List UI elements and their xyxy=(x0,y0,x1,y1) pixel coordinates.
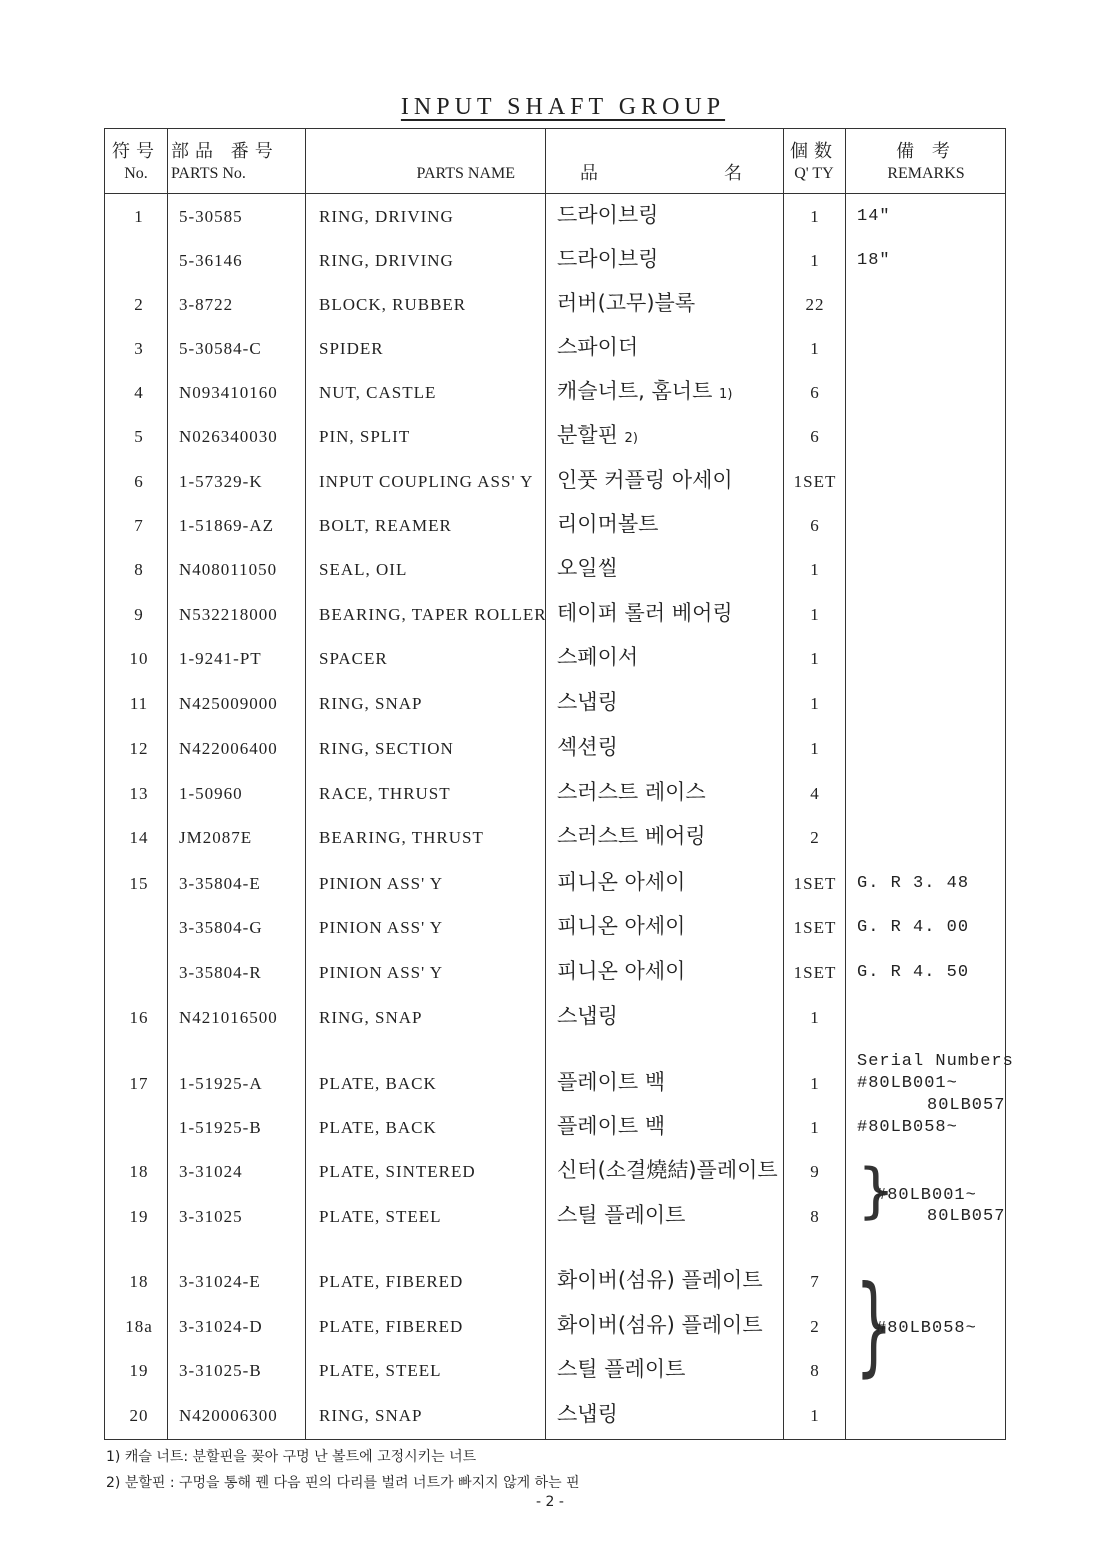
quantity: 1 xyxy=(810,1118,820,1137)
part-number: 1-51925-B xyxy=(179,1118,262,1137)
row-number: 14 xyxy=(129,828,149,847)
part-name: BLOCK, RUBBER xyxy=(319,295,467,314)
header-korean-name: 品 名 xyxy=(580,163,748,184)
quantity: 6 xyxy=(810,516,820,535)
korean-name: 인풋 커플링 아세이 xyxy=(557,468,733,492)
column-divider xyxy=(305,129,306,1439)
part-number: 3-31024 xyxy=(179,1162,243,1181)
korean-name: 스러스트 레이스 xyxy=(557,780,706,804)
brace-icon: } xyxy=(857,1156,896,1226)
remark-row17-continued: 80LB057 xyxy=(927,1096,1006,1115)
part-name: BOLT, REAMER xyxy=(319,516,452,535)
remark-group1-start: #80LB001~ xyxy=(876,1186,977,1205)
korean-name: 스페이서 xyxy=(557,645,639,669)
row-number: 18 xyxy=(129,1272,149,1291)
part-name: INPUT COUPLING ASS' Y xyxy=(319,472,534,491)
row-number: 11 xyxy=(129,694,149,713)
quantity: 1SET xyxy=(793,874,837,893)
part-name: PLATE, FIBERED xyxy=(319,1317,464,1336)
row-number: 19 xyxy=(129,1207,149,1226)
part-name: SPACER xyxy=(319,649,388,668)
part-name: PLATE, BACK xyxy=(319,1074,437,1093)
korean-name: 신터(소결燒結)플레이트 xyxy=(557,1158,778,1182)
column-divider xyxy=(783,129,784,1439)
korean-name: 스러스트 베어링 xyxy=(557,824,706,848)
part-number: N532218000 xyxy=(179,605,278,624)
korean-name: 분할핀 2) xyxy=(557,423,638,447)
quantity: 1 xyxy=(810,207,820,226)
row-number: 8 xyxy=(134,560,144,579)
part-number: 1-9241-PT xyxy=(179,649,262,668)
row-number: 18a xyxy=(125,1317,153,1336)
korean-name: 스파이더 xyxy=(557,335,639,359)
serial-numbers-label: Serial Numbers xyxy=(857,1052,1014,1071)
quantity: 1SET xyxy=(793,918,837,937)
quantity: 1SET xyxy=(793,963,837,982)
korean-name: 오일씰 xyxy=(557,556,618,580)
remark-group2: #80LB058~ xyxy=(876,1319,977,1338)
part-name: PLATE, STEEL xyxy=(319,1361,442,1380)
quantity: 1 xyxy=(810,649,820,668)
row-number: 9 xyxy=(134,605,144,624)
row-number: 3 xyxy=(134,339,144,358)
remarks: #80LB058~ xyxy=(857,1118,958,1137)
quantity: 6 xyxy=(810,383,820,402)
korean-name: 피니온 아세이 xyxy=(557,914,686,938)
remarks: G. R 3. 48 xyxy=(857,874,970,893)
part-number: N420006300 xyxy=(179,1406,278,1425)
part-number: N093410160 xyxy=(179,383,278,402)
row-number: 10 xyxy=(129,649,149,668)
part-name: BEARING, THRUST xyxy=(319,828,484,847)
header-parts-no: 部品 番号 PARTS No. xyxy=(171,141,279,182)
brace-icon: } xyxy=(855,1263,893,1388)
quantity: 4 xyxy=(810,784,820,803)
quantity: 22 xyxy=(805,295,825,314)
part-name: PLATE, SINTERED xyxy=(319,1162,476,1181)
part-number: 1-51925-A xyxy=(179,1074,263,1093)
korean-name: 스냅링 xyxy=(557,1004,618,1028)
part-name: RACE, THRUST xyxy=(319,784,451,803)
part-name: RING, SECTION xyxy=(319,739,454,758)
row-number: 15 xyxy=(129,874,149,893)
remarks: 18" xyxy=(857,251,891,270)
row-number: 17 xyxy=(129,1074,149,1093)
part-number: N421016500 xyxy=(179,1008,278,1027)
part-number: 3-31025-B xyxy=(179,1361,262,1380)
quantity: 8 xyxy=(810,1207,820,1226)
row-number: 18 xyxy=(129,1162,149,1181)
part-number: 1-51869-AZ xyxy=(179,516,274,535)
quantity: 1 xyxy=(810,1008,820,1027)
part-name: BEARING, TAPER ROLLER xyxy=(319,605,547,624)
quantity: 1 xyxy=(810,694,820,713)
part-name: PLATE, BACK xyxy=(319,1118,437,1137)
quantity: 7 xyxy=(810,1272,820,1291)
korean-name: 스냅링 xyxy=(557,690,618,714)
row-number: 6 xyxy=(134,472,144,491)
row-number: 12 xyxy=(129,739,149,758)
part-name: RING, DRIVING xyxy=(319,251,454,270)
part-name: PLATE, STEEL xyxy=(319,1207,442,1226)
part-name: SEAL, OIL xyxy=(319,560,408,579)
footnote-marker: 1) xyxy=(719,387,733,402)
remark-group1-end: 80LB057 xyxy=(927,1207,1006,1226)
part-number: 5-30585 xyxy=(179,207,243,226)
part-name: RING, DRIVING xyxy=(319,207,454,226)
quantity: 6 xyxy=(810,427,820,446)
korean-name: 플레이트 백 xyxy=(557,1070,666,1094)
part-number: 1-50960 xyxy=(179,784,243,803)
header-parts-name: PARTS NAME xyxy=(416,165,515,182)
page-number: - 2 - xyxy=(536,1494,564,1510)
part-number: 3-31024-D xyxy=(179,1317,263,1336)
korean-name: 캐슬너트, 홈너트 1) xyxy=(557,379,733,403)
page-title: INPUT SHAFT GROUP xyxy=(400,94,726,120)
quantity: 1 xyxy=(810,1074,820,1093)
part-name: PLATE, FIBERED xyxy=(319,1272,464,1291)
part-name: RING, SNAP xyxy=(319,1008,423,1027)
footnote-2: 2) 분할핀 : 구멍을 통해 꿴 다음 핀의 다리를 벌려 너트가 빠지지 않게 하는 핀 xyxy=(106,1475,580,1491)
part-number: 5-36146 xyxy=(179,251,243,270)
quantity: 1SET xyxy=(793,472,837,491)
quantity: 1 xyxy=(810,605,820,624)
part-name: PIN, SPLIT xyxy=(319,427,411,446)
row-number: 13 xyxy=(129,784,149,803)
part-number: N408011050 xyxy=(179,560,278,579)
korean-name: 스틸 플레이트 xyxy=(557,1203,686,1227)
part-number: JM2087E xyxy=(179,828,253,847)
quantity: 1 xyxy=(810,251,820,270)
korean-name: 플레이트 백 xyxy=(557,1114,666,1138)
row-number: 4 xyxy=(134,383,144,402)
part-number: 5-30584-C xyxy=(179,339,262,358)
part-number: N422006400 xyxy=(179,739,278,758)
row-number: 7 xyxy=(134,516,144,535)
korean-name: 테이퍼 롤러 베어링 xyxy=(557,601,733,625)
footnote-1: 1) 캐슬 너트: 분할핀을 꽂아 구멍 난 볼트에 고정시키는 너트 xyxy=(106,1449,477,1465)
column-divider xyxy=(845,129,846,1439)
row-number: 1 xyxy=(134,207,144,226)
quantity: 2 xyxy=(810,1317,820,1336)
header-no: 符号 No. xyxy=(112,141,160,182)
korean-name: 섹션링 xyxy=(557,735,618,759)
column-divider xyxy=(545,129,546,1439)
korean-name: 스냅링 xyxy=(557,1402,618,1426)
header-qty: 個数 Q' TY xyxy=(790,141,838,182)
footnote-marker: 2) xyxy=(624,431,638,446)
row-number: 19 xyxy=(129,1361,149,1380)
remarks: G. R 4. 00 xyxy=(857,918,970,937)
part-number: N425009000 xyxy=(179,694,278,713)
part-number: N026340030 xyxy=(179,427,278,446)
header-divider xyxy=(105,193,1005,194)
quantity: 1 xyxy=(810,1406,820,1425)
remarks: G. R 4. 50 xyxy=(857,963,970,982)
row-number: 16 xyxy=(129,1008,149,1027)
korean-name: 화이버(섬유) 플레이트 xyxy=(557,1313,763,1337)
korean-name: 피니온 아세이 xyxy=(557,959,686,983)
header-remarks: 備 考 REMARKS xyxy=(887,141,965,182)
korean-name: 리이머볼트 xyxy=(557,512,659,536)
korean-name: 러버(고무)블록 xyxy=(557,291,696,315)
quantity: 9 xyxy=(810,1162,820,1181)
row-number: 5 xyxy=(134,427,144,446)
part-number: 3-31025 xyxy=(179,1207,243,1226)
part-name: SPIDER xyxy=(319,339,384,358)
part-name: RING, SNAP xyxy=(319,1406,423,1425)
remarks: 14" xyxy=(857,207,891,226)
korean-name: 화이버(섬유) 플레이트 xyxy=(557,1268,763,1292)
part-number: 3-35804-G xyxy=(179,918,263,937)
quantity: 8 xyxy=(810,1361,820,1380)
part-name: NUT, CASTLE xyxy=(319,383,437,402)
row-number: 2 xyxy=(134,295,144,314)
quantity: 1 xyxy=(810,560,820,579)
quantity: 2 xyxy=(810,828,820,847)
quantity: 1 xyxy=(810,739,820,758)
part-number: 3-8722 xyxy=(179,295,234,314)
row-number: 20 xyxy=(129,1406,149,1425)
korean-name: 스틸 플레이트 xyxy=(557,1357,686,1381)
part-number: 3-35804-E xyxy=(179,874,261,893)
quantity: 1 xyxy=(810,339,820,358)
korean-name: 드라이브링 xyxy=(557,203,659,227)
part-name: RING, SNAP xyxy=(319,694,423,713)
part-number: 3-31024-E xyxy=(179,1272,261,1291)
korean-name: 피니온 아세이 xyxy=(557,870,686,894)
part-name: PINION ASS' Y xyxy=(319,874,444,893)
korean-name: 드라이브링 xyxy=(557,247,659,271)
part-name: PINION ASS' Y xyxy=(319,918,444,937)
part-number: 3-35804-R xyxy=(179,963,262,982)
parts-table xyxy=(104,128,1014,1440)
part-number: 1-57329-K xyxy=(179,472,263,491)
remarks: #80LB001~ xyxy=(857,1074,958,1093)
part-name: PINION ASS' Y xyxy=(319,963,444,982)
